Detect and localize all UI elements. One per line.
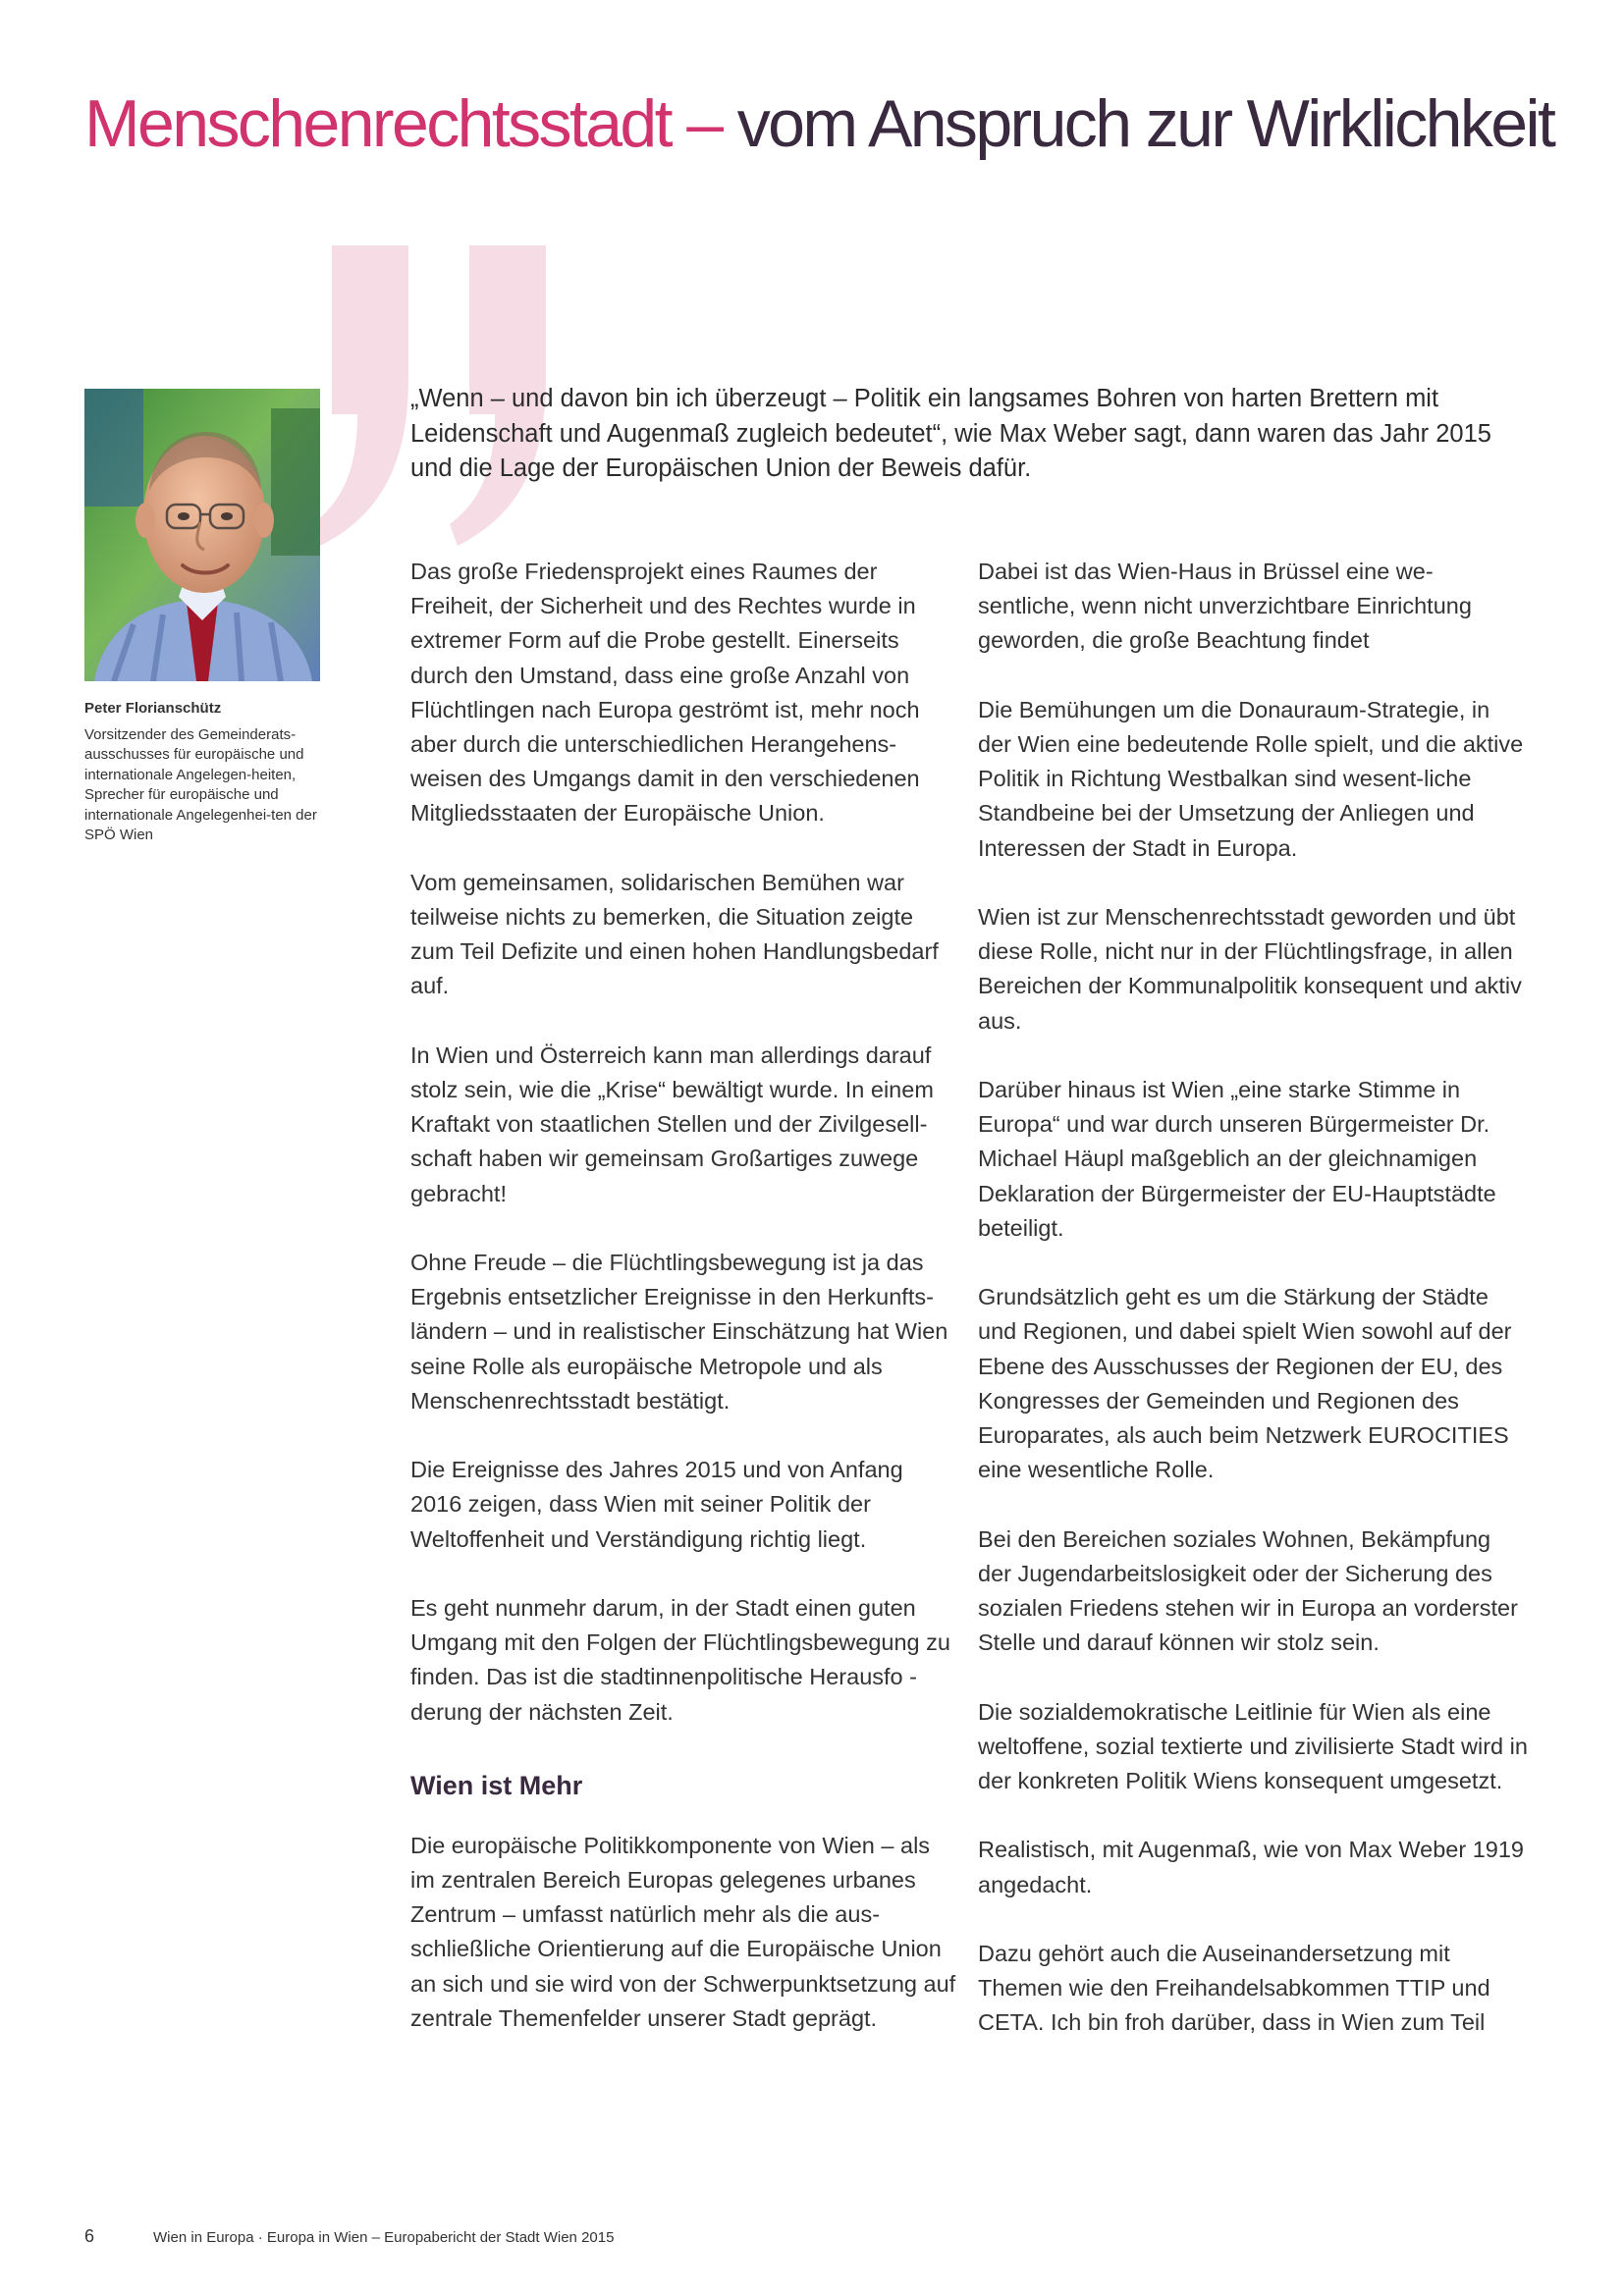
page-footer: [84, 2226, 614, 2247]
lead-quote: „Wenn – und davon bin ich überzeugt – Politik ein langsames Bohren von harten Brettern mit Leidenschaft und Augenmaß zugleich bedeutet“, wie Max Weber sagt, dann waren das Jahr 2015 und die Lage der Europäischen Union der Beweis dafür.: [410, 385, 1491, 482]
person-name: Peter Florianschütz: [84, 700, 222, 717]
section-subheading: Wien ist Mehr: [410, 1770, 583, 1800]
body-paragraph: Realistisch, mit Augenmaß, wie von Max Weber 1919 angedacht.: [978, 1837, 1524, 1897]
body-paragraph: Grundsätzlich geht es um die Stärkung der Städte und Regionen, und dabei spielt Wien sowohl auf der Ebene des Ausschusses der Regionen der EU, des Kongresses der Gemeinden und Regionen des Europarates, als auch beim Netzwerk EUROCITIES eine wesentliche Rolle.: [978, 1284, 1512, 1483]
body-paragraph: Die Ereignisse des Jahres 2015 und von Anfang 2016 zeigen, dass Wien mit seiner Politik der Weltoffenheit und Verständigung richtig liegt.: [410, 1457, 903, 1552]
title-rest: vom Anspruch zur Wirklichkeit: [721, 86, 1554, 161]
body-paragraph: In Wien und Österreich kann man allerdings darauf stolz sein, wie die „Krise“ bewältigt wurde. In einem Kraftakt von staatlichen Stellen und der Zivilgesell-schaft haben wir gemeinsam Großartiges zuwege gebracht!: [410, 1041, 934, 1206]
left-column: [410, 555, 960, 2070]
person-role: Vorsitzender des Gemeinderats-ausschusses für europäische und internationale Angelegen-heiten, Sprecher für europäische und internationale Angelegenhei-ten der SPÖ Wien: [84, 725, 317, 843]
body-paragraph: Wien ist zur Menschenrechtsstadt geworden und übt diese Rolle, nicht nur in der Flüchtlingsfrage, in allen Bereichen der Kommunalpolitik konsequent und aktiv aus.: [978, 904, 1522, 1034]
portrait-photo: [84, 389, 320, 681]
body-paragraph: Es geht nunmehr darum, in der Stadt einen guten Umgang mit den Folgen der Flüchtlingsbewegung zu finden. Das ist die stadtinnenpolitische Herausfo - derung der nächsten Zeit.: [410, 1595, 950, 1725]
body-paragraph: Die Bemühungen um die Donauraum-Strategie, in der Wien eine bedeutende Rolle spielt, und die aktive Politik in Richtung Westbalkan sind wesent-liche Standbeine bei der Umsetzung der Anliegen und Interessen der Stadt in Europa.: [978, 696, 1524, 861]
body-paragraph: Die europäische Politikkomponente von Wien – als im zentralen Bereich Europas gelegenes urbanes Zentrum – umfasst natürlich mehr als die aus-schließliche Orientierung auf die Europäische Union an sich und sie wird von der Schwerpunktsetzung auf zentrale Themenfelder unserer Stadt geprägt.: [410, 1832, 956, 2031]
page-number: 6: [84, 2226, 95, 2246]
page-title: [84, 86, 1577, 161]
body-paragraph: Das große Friedensprojekt eines Raumes der Freiheit, der Sicherheit und des Rechtes wurde in extremer Form auf die Probe gestellt. Einerseits durch den Umstand, dass eine große Anzahl von Flüchtlingen nach Europa geströmt ist, mehr noch aber durch die unterschiedlichen Herangehens-weisen des Umgangs damit in den verschiedenen Mitgliedsstaaten der Europäische Union.: [410, 559, 920, 827]
body-paragraph: Die sozialdemokratische Leitlinie für Wien als eine weltoffene, sozial textierte und zivilisierte Stadt wird in der konkreten Politik Wiens konsequent umgesetzt.: [978, 1698, 1528, 1794]
body-paragraph: Bei den Bereichen soziales Wohnen, Bekämpfung der Jugendarbeitslosigkeit oder der Sicherung des sozialen Friedens stehen wir in Europa an vorderster Stelle und darauf können wir stolz sein.: [978, 1525, 1518, 1656]
right-column: [978, 555, 1528, 2075]
footer-text: Wien in Europa · Europa in Wien – Europabericht der Stadt Wien 2015: [153, 2229, 615, 2246]
body-paragraph: Ohne Freude – die Flüchtlingsbewegung ist ja das Ergebnis entsetzlicher Ereignisse in den Herkunfts-ländern – und in realistischer Einschätzung hat Wien seine Rolle als europäische Metropole und als Menschenrechtsstadt bestätigt.: [410, 1250, 948, 1414]
title-highlight: Menschenrechtsstadt –: [84, 86, 722, 161]
body-paragraph: Vom gemeinsamen, solidarischen Bemühen war teilweise nichts zu bemerken, die Situation zeigte zum Teil Defizite und einen hohen Handlungsbedarf auf.: [410, 869, 939, 999]
body-paragraph: Dazu gehört auch die Auseinandersetzung mit Themen wie den Freihandelsabkommen TTIP und CETA. Ich bin froh darüber, dass in Wien zum Teil: [978, 1941, 1490, 2036]
photo-caption: [84, 699, 330, 846]
body-paragraph: Dabei ist das Wien-Haus in Brüssel eine we-sentliche, wenn nicht unverzichtbare Einrichtung geworden, die große Beachtung findet: [978, 559, 1472, 654]
body-paragraph: Darüber hinaus ist Wien „eine starke Stimme in Europa“ und war durch unseren Bürgermeister Dr. Michael Häupl maßgeblich an der gleichnamigen Deklaration der Bürgermeister der EU-Hauptstädte beteiligt.: [978, 1077, 1496, 1241]
